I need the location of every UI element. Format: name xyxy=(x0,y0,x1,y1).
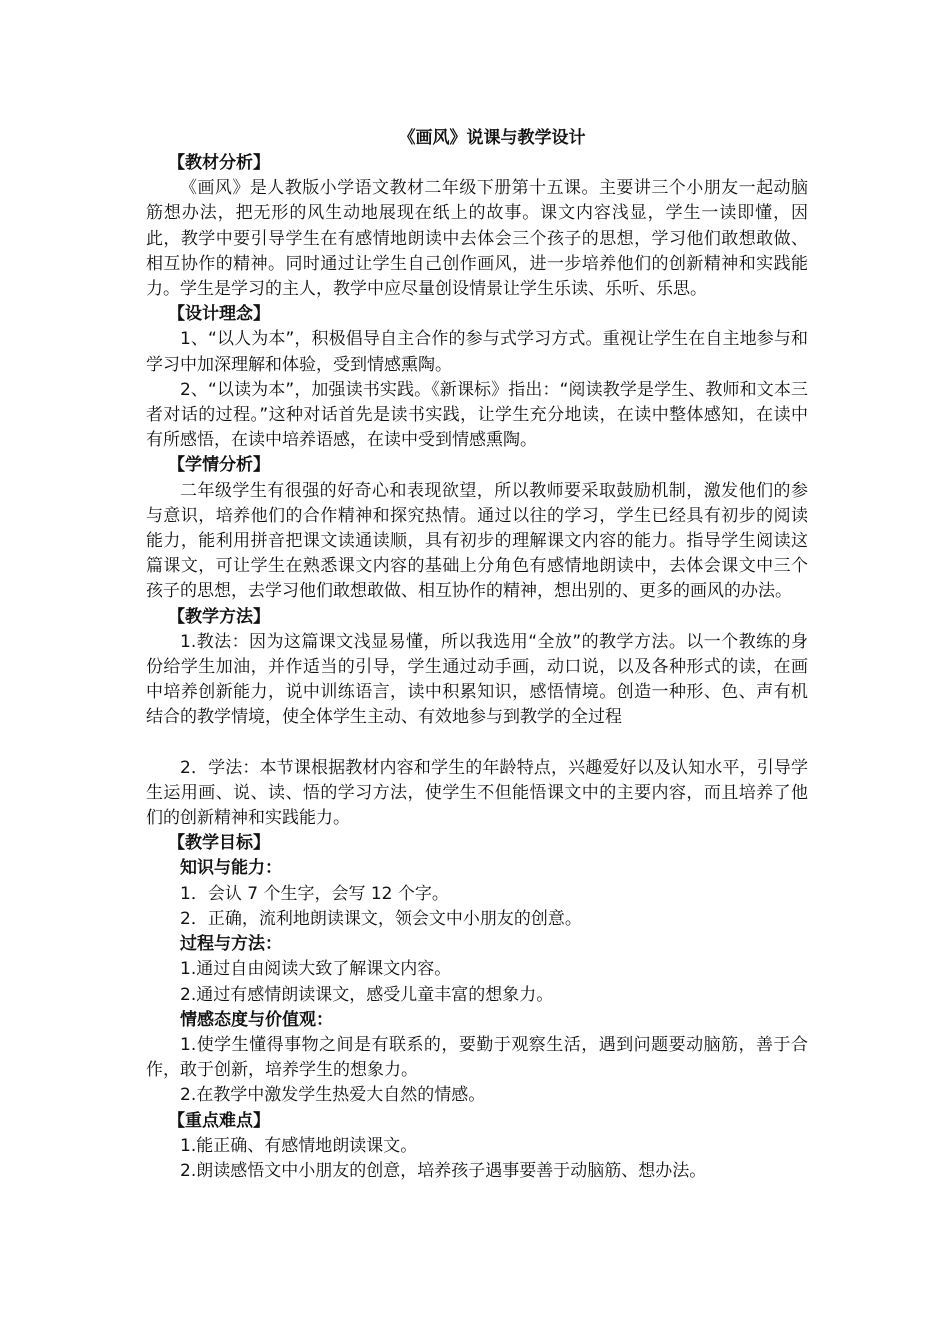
section-heading-key-difficulties: 【重点难点】 xyxy=(168,1110,270,1131)
paragraph: 2．学法：本节课根据教材内容和学生的年龄特点，兴趣爱好以及认知水平，引导学生运用画、说、读、悟的学习方法，使学生不但能悟课文中的主要内容，而且培养了他们的创新精神和实践能力。 xyxy=(146,757,808,829)
paragraph: 2、“以读为本”，加强读书实践。《新课标》指出：“阅读教学是学生、教师和文本三者对话的过程。”这种对话首先是读书实践，让学生充分地读，在读中整体感知，在读中有所感悟，在读中培养语感，在读中受到情感熏陶。 xyxy=(146,379,808,451)
list-item: 2.通过有感情朗读课文，感受儿童丰富的想象力。 xyxy=(180,984,554,1005)
list-item: 1.使学生懂得事物之间是有联系的，要勤于观察生活，遇到问题要动脑筋，善于合作，敢于创新，培养学生的想象力。 xyxy=(146,1034,808,1081)
blank-line xyxy=(146,731,808,756)
list-item: 1.能正确、有感情地朗读课文。 xyxy=(180,1135,418,1156)
document-page xyxy=(146,126,808,1184)
document-title: 《画风》说课与教学设计 xyxy=(398,128,586,148)
list-item: 2．正确，流利地朗读课文，领会文中小朋友的创意。 xyxy=(180,908,582,929)
list-item: 2.朗读感悟文中小朋友的创意，培养孩子遇事要善于动脑筋、想办法。 xyxy=(180,1160,707,1181)
paragraph: 《画风》是人教版小学语文教材二年级下册第十五课。主要讲三个小朋友一起动脑筋想办法，把无形的风生动地展现在纸上的故事。课文内容浅显，学生一读即懂，因此，教学中要引导学生在有感情地朗读中去体会三个孩子的思想，学习他们敢想敢做、相互协作的精神。同时通过让学生自己创作画风，进一步培养他们的创新精神和实践能力。学生是学习的主人，教学中应尽量创设情景让学生乐读、乐听、乐思。 xyxy=(146,178,808,300)
section-heading-teaching-methods: 【教学方法】 xyxy=(168,606,270,627)
list-item: 1.通过自由阅读大致了解课文内容。 xyxy=(180,959,452,980)
subheading-emotion-values: 情感态度与价值观： xyxy=(180,1009,333,1030)
paragraph: 二年级学生有很强的好奇心和表现欲望，所以教师要采取鼓励机制，激发他们的参与意识，培养他们的合作精神和探究热情。通过以往的学习，学生已经具有初步的阅读能力，能利用拼音把课文读通读顺，具有初步的理解课文内容的能力。指导学生阅读这篇课文，可让学生在熟悉课文内容的基础上分角色有感情地朗读中，去体会课文中三个孩子的思想，去学习他们敢想敢做、相互协作的精神，想出别的、更多的画风的办法。 xyxy=(146,480,808,602)
subheading-process-method: 过程与方法： xyxy=(180,934,282,955)
section-heading-teaching-goals: 【教学目标】 xyxy=(168,833,270,854)
section-heading-design-concept: 【设计理念】 xyxy=(168,304,270,325)
subheading-knowledge-ability: 知识与能力： xyxy=(180,858,282,879)
section-heading-textbook-analysis: 【教材分析】 xyxy=(168,153,270,173)
paragraph: 1、“以人为本”，积极倡导自主合作的参与式学习方式。重视让学生在自主地参与和学习中加深理解和体验，受到情感熏陶。 xyxy=(146,329,808,375)
list-item: 2.在教学中激发学生热爱大自然的情感。 xyxy=(180,1085,486,1106)
paragraph: 1.教法：因为这篇课文浅显易懂，所以我选用“全放”的教学方法。以一个教练的身份给学生加油，并作适当的引导，学生通过动手画，动口说，以及各种形式的读，在画中培养创新能力，说中训练语言，读中积累知识，感悟情境。创造一种形、色、声有机结合的教学情境，使全体学生主动、有效地参与到教学的全过程 xyxy=(146,631,808,728)
list-item: 1．会认 7 个生字，会写 12 个字。 xyxy=(180,883,449,904)
section-heading-learner-analysis: 【学情分析】 xyxy=(168,455,270,476)
